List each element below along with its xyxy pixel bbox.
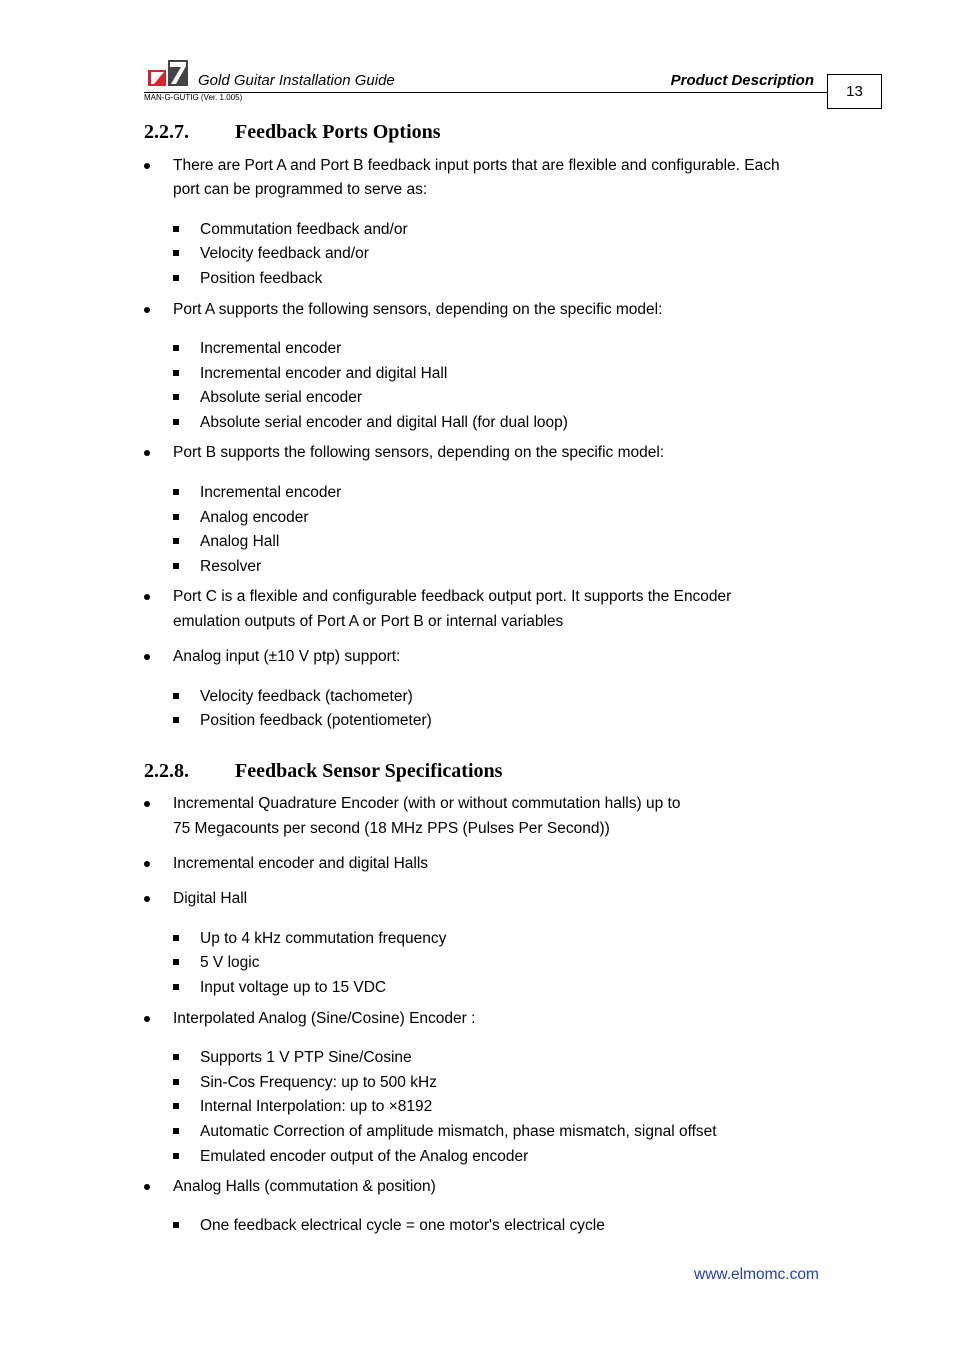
list-item-text: port can be programmed to serve as: xyxy=(173,181,428,198)
sub-list-item-text: Automatic Correction of amplitude mismatch, phase mismatch, signal offset xyxy=(200,1123,717,1140)
sub-list-item-text: Resolver xyxy=(200,558,262,575)
list-item-text: Incremental encoder and digital Halls xyxy=(173,855,429,872)
list-item-text: Port B supports the following sensors, depending on the specific model: xyxy=(173,444,665,461)
sub-list-item-text: Position feedback xyxy=(200,270,323,287)
square-bullet-icon xyxy=(173,250,179,256)
section-number: 2.2.7. xyxy=(144,121,189,143)
list-item-text: Port A supports the following sensors, depending on the specific model: xyxy=(173,301,663,318)
sub-list-item-text: Absolute serial encoder and digital Hall (for dual loop) xyxy=(200,414,568,431)
sub-list-item-text: Analog Hall xyxy=(200,533,280,550)
sub-list-item-text: Absolute serial encoder xyxy=(200,389,362,406)
square-bullet-icon xyxy=(173,1054,179,1060)
sub-list-item-text: Incremental encoder and digital Hall xyxy=(200,365,448,382)
sub-list-item-text: Velocity feedback (tachometer) xyxy=(200,688,413,705)
bullet-icon xyxy=(144,1016,150,1022)
list-item-text: Digital Hall xyxy=(173,890,248,907)
sub-list-item-text: Input voltage up to 15 VDC xyxy=(200,979,387,996)
bullet-icon xyxy=(144,896,150,902)
page-number: 13 xyxy=(827,74,882,109)
chapter-name: Product Description xyxy=(670,72,814,89)
list-item-text: Port C is a flexible and configurable feedback output port. It supports the Encoder xyxy=(173,588,732,605)
section-number: 2.2.8. xyxy=(144,760,189,782)
bullet-icon xyxy=(144,1184,150,1190)
sub-list-item-text: Velocity feedback and/or xyxy=(200,245,369,262)
sub-list-item-text: Internal Interpolation: up to ×8192 xyxy=(200,1098,433,1115)
header-divider xyxy=(144,92,827,93)
section-title: Feedback Sensor Specifications xyxy=(235,760,503,782)
square-bullet-icon xyxy=(173,1103,179,1109)
square-bullet-icon xyxy=(173,1128,179,1134)
square-bullet-icon xyxy=(173,370,179,376)
bullet-icon xyxy=(144,307,150,313)
sub-list-item-text: Up to 4 kHz commutation frequency xyxy=(200,930,447,947)
square-bullet-icon xyxy=(173,563,179,569)
website-link[interactable]: www.elmomc.com xyxy=(694,1266,819,1283)
square-bullet-icon xyxy=(173,275,179,281)
list-item-text: emulation outputs of Port A or Port B or internal variables xyxy=(173,613,564,630)
list-item-text: Interpolated Analog (Sine/Cosine) Encoder : xyxy=(173,1010,476,1027)
bullet-icon xyxy=(144,163,150,169)
square-bullet-icon xyxy=(173,1222,179,1228)
square-bullet-icon xyxy=(173,935,179,941)
sub-list-item-text: Emulated encoder output of the Analog encoder xyxy=(200,1148,529,1165)
square-bullet-icon xyxy=(173,959,179,965)
sub-list-item-text: Supports 1 V PTP Sine/Cosine xyxy=(200,1049,412,1066)
list-item-text: There are Port A and Port B feedback input ports that are flexible and configurable. Each xyxy=(173,157,780,174)
square-bullet-icon xyxy=(173,394,179,400)
square-bullet-icon xyxy=(173,489,179,495)
square-bullet-icon xyxy=(173,419,179,425)
square-bullet-icon xyxy=(173,693,179,699)
square-bullet-icon xyxy=(173,514,179,520)
square-bullet-icon xyxy=(173,1153,179,1159)
list-item-text: Analog Halls (commutation & position) xyxy=(173,1178,436,1195)
bullet-icon xyxy=(144,801,150,807)
sub-list-item-text: Incremental encoder xyxy=(200,484,342,501)
sub-list-item-text: Commutation feedback and/or xyxy=(200,221,408,238)
square-bullet-icon xyxy=(173,717,179,723)
bullet-icon xyxy=(144,450,150,456)
document-code: MAN-G-GUTIG (Ver. 1.005) xyxy=(144,93,243,102)
sub-list-item-text: Incremental encoder xyxy=(200,340,342,357)
sub-list-item-text: Analog encoder xyxy=(200,509,309,526)
sub-list-item-text: 5 V logic xyxy=(200,954,260,971)
bullet-icon xyxy=(144,594,150,600)
bullet-icon xyxy=(144,861,150,867)
sub-list-item-text: Position feedback (potentiometer) xyxy=(200,712,432,729)
sub-list-item-text: Sin-Cos Frequency: up to 500 kHz xyxy=(200,1074,437,1091)
square-bullet-icon xyxy=(173,226,179,232)
sub-list-item-text: One feedback electrical cycle = one motor's electrical cycle xyxy=(200,1217,605,1234)
square-bullet-icon xyxy=(173,538,179,544)
list-item-text: Incremental Quadrature Encoder (with or without commutation halls) up to xyxy=(173,795,681,812)
square-bullet-icon xyxy=(173,984,179,990)
bullet-icon xyxy=(144,654,150,660)
square-bullet-icon xyxy=(173,1079,179,1085)
document-title: Gold Guitar Installation Guide xyxy=(198,72,395,89)
elmo-logo xyxy=(148,58,190,88)
square-bullet-icon xyxy=(173,345,179,351)
list-item-text: 75 Megacounts per second (18 MHz PPS (Pulses Per Second)) xyxy=(173,820,610,837)
section-title: Feedback Ports Options xyxy=(235,121,441,143)
list-item-text: Analog input (±10 V ptp) support: xyxy=(173,648,401,665)
